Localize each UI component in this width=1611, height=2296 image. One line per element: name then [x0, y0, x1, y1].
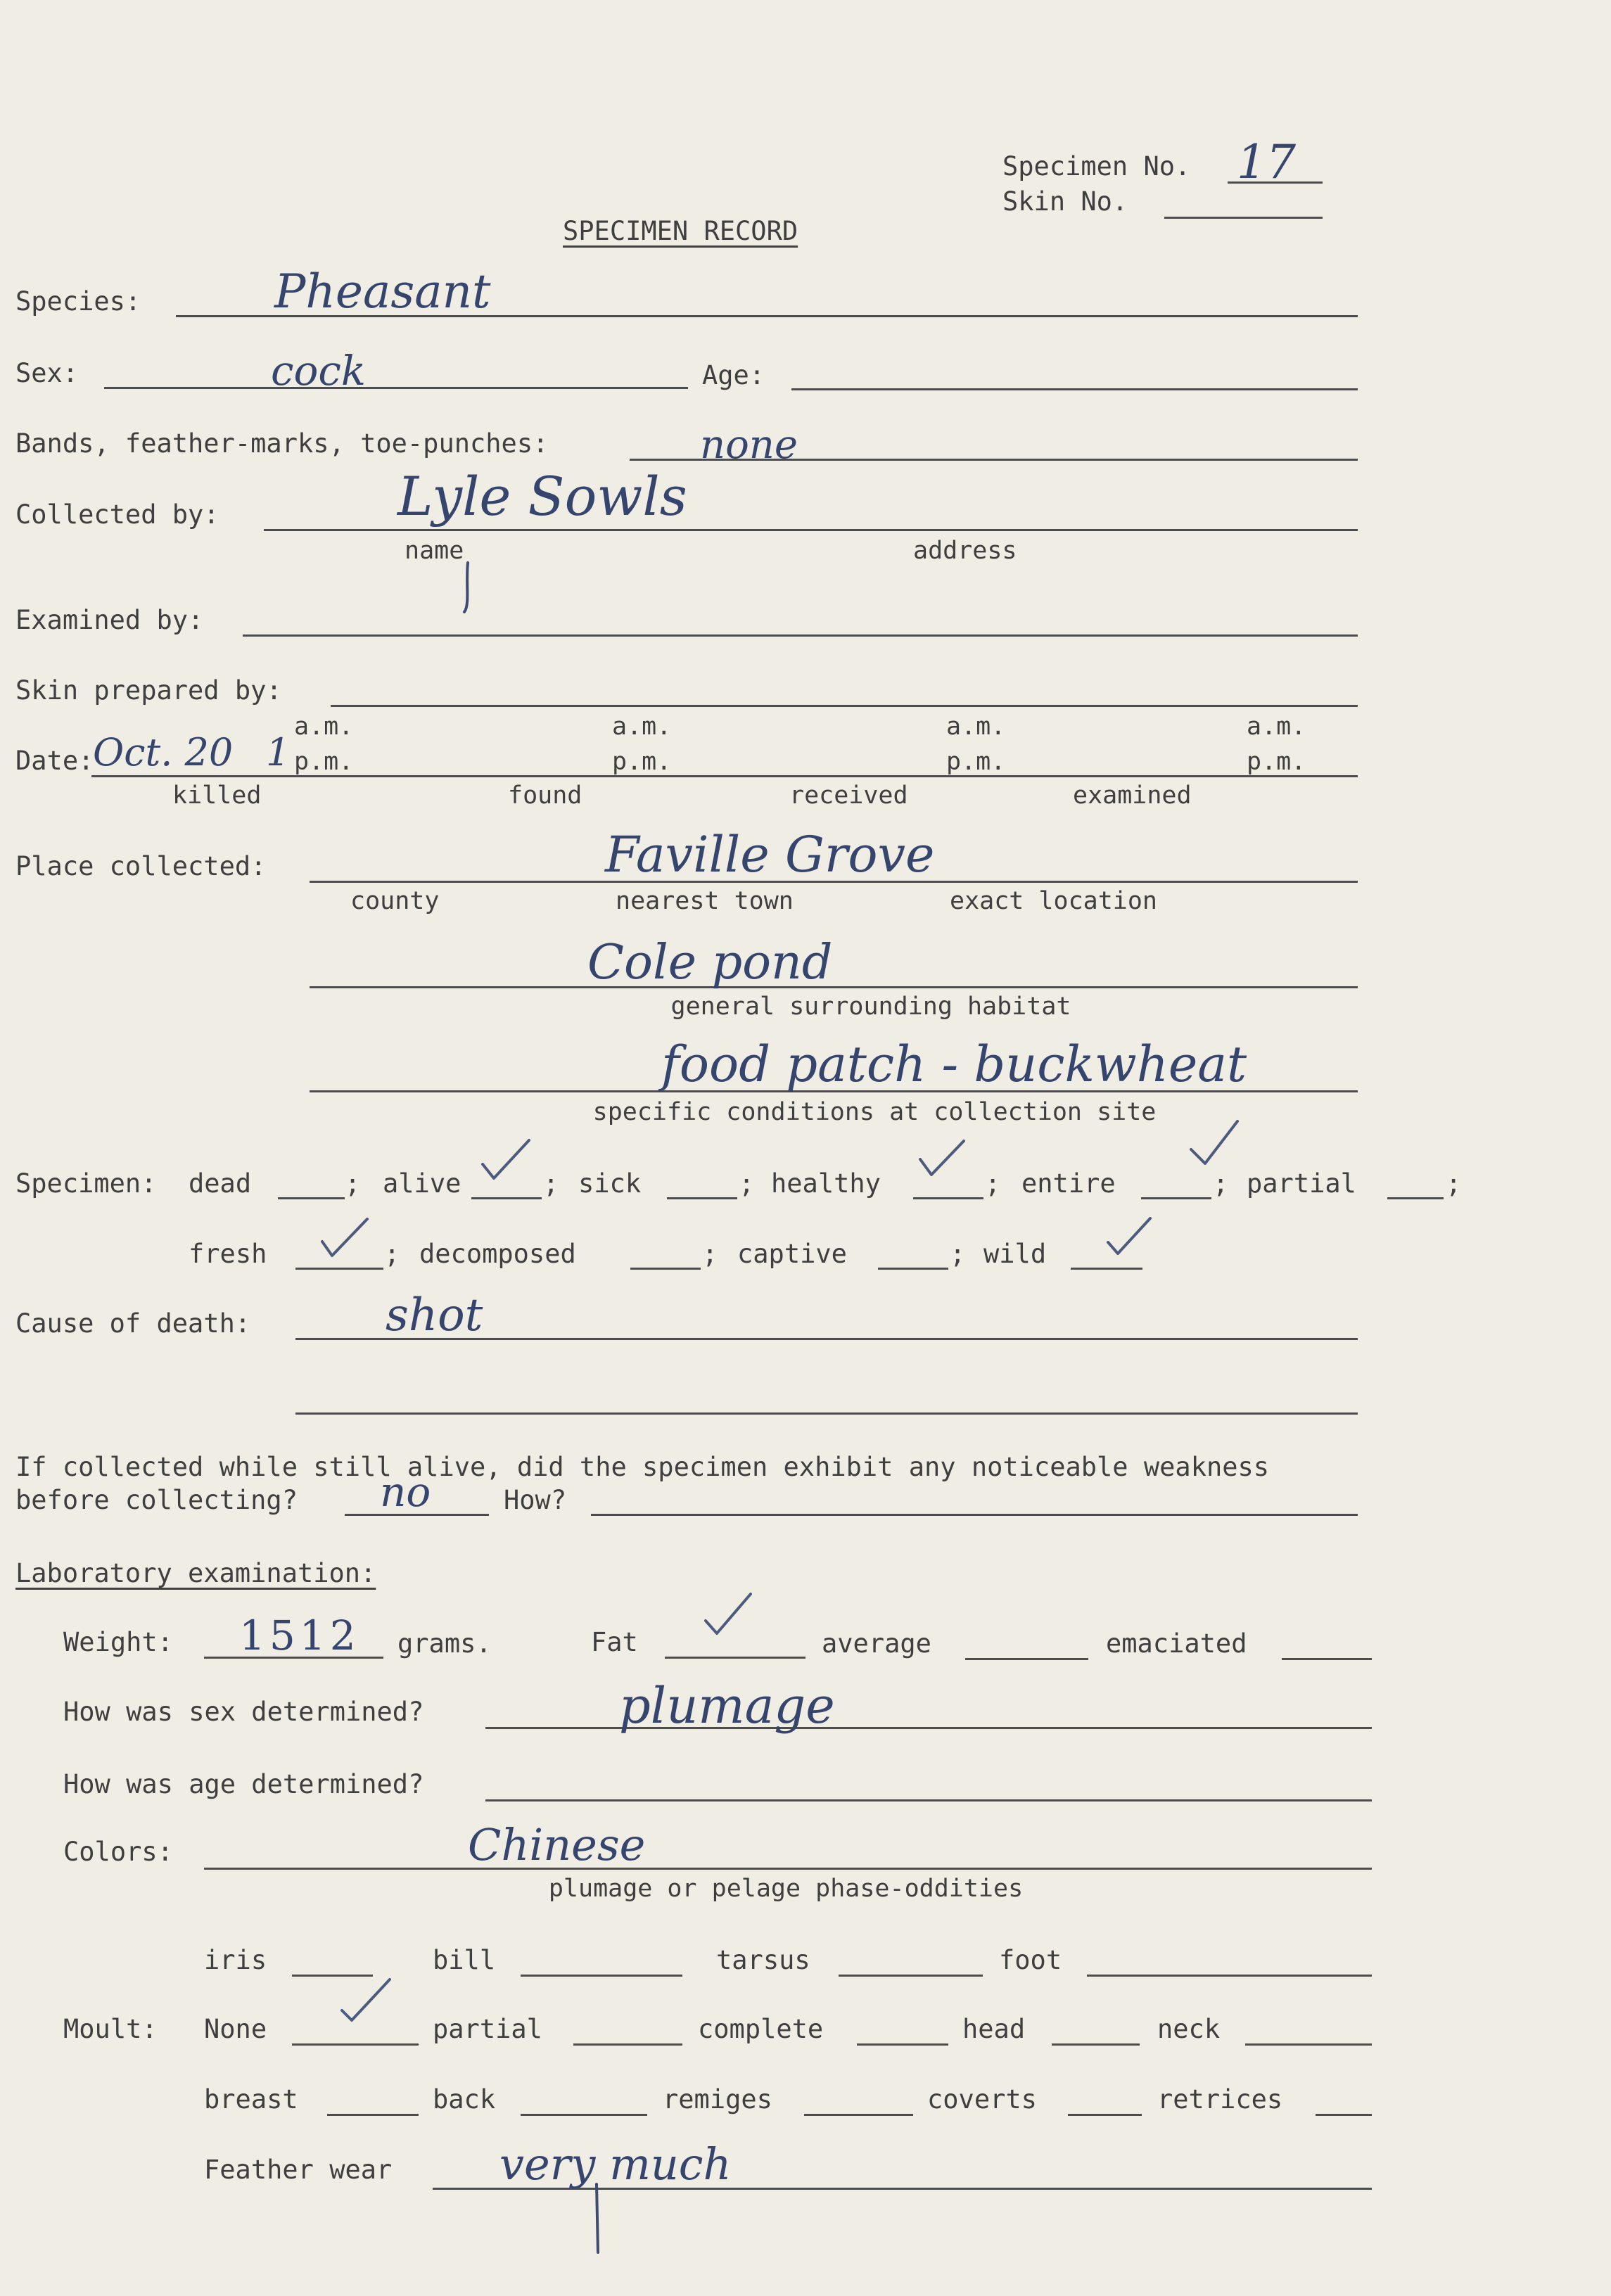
breast-label: breast — [204, 2084, 298, 2115]
skin-prepared-label: Skin prepared by: — [15, 675, 282, 706]
date-extra: 1 — [266, 730, 291, 774]
tarsus-label: tarsus — [716, 1945, 810, 1975]
weakness-question-1: If collected while still alive, did the specimen exhibit any noticeable weakness — [15, 1452, 1270, 1482]
am-received: a.m. — [946, 713, 1006, 741]
cause-label: Cause of death: — [15, 1308, 251, 1339]
specimen-condition-label: Specimen: — [15, 1168, 157, 1199]
feather-wear-label: Feather wear — [204, 2155, 393, 2185]
habitat-caption: general surrounding habitat — [670, 993, 1071, 1021]
lab-heading: Laboratory examination: — [15, 1558, 376, 1588]
date-value: Oct. 20 — [93, 730, 234, 774]
grams-label: grams. — [397, 1628, 492, 1659]
bands-value: none — [700, 422, 798, 468]
entire-label: entire — [1021, 1168, 1116, 1199]
bill-label: bill — [433, 1945, 496, 1975]
pm-found: p.m. — [612, 748, 672, 776]
captive-label: captive — [737, 1239, 847, 1269]
foot-label: foot — [999, 1945, 1062, 1975]
alive-label: alive — [383, 1168, 461, 1199]
weakness-answer: no — [380, 1468, 431, 1516]
collected-by-value: Lyle Sowls — [397, 465, 687, 528]
collected-by-label: Collected by: — [15, 499, 219, 530]
sex-value: cock — [271, 347, 367, 395]
weight-label: Weight: — [63, 1627, 173, 1657]
age-determined-label: How was age determined? — [63, 1769, 424, 1799]
wild-label: wild — [983, 1239, 1047, 1269]
place-label: Place collected: — [15, 851, 267, 881]
remiges-label: remiges — [663, 2084, 772, 2115]
sick-label: sick — [578, 1168, 642, 1199]
exact-location-caption: exact location — [950, 887, 1158, 915]
moult-none-label: None — [204, 2014, 267, 2044]
cause-value: shot — [386, 1289, 483, 1341]
average-label: average — [822, 1628, 931, 1659]
pm-examined: p.m. — [1247, 748, 1306, 776]
species-label: Species: — [15, 286, 141, 317]
colors-label: Colors: — [63, 1837, 173, 1867]
fat-label: Fat — [591, 1627, 638, 1657]
decomposed-label: decomposed — [419, 1239, 576, 1269]
feather-wear-value: very much — [499, 2138, 732, 2190]
bands-label: Bands, feather-marks, toe-punches: — [15, 428, 549, 459]
coverts-label: coverts — [927, 2084, 1037, 2115]
specimen-no-label: Specimen No. — [1002, 151, 1191, 181]
plumage-caption: plumage or pelage phase-oddities — [548, 1875, 1024, 1903]
site-caption: specific conditions at collection site — [592, 1098, 1157, 1126]
moult-neck-label: neck — [1157, 2014, 1221, 2044]
dead-label: dead — [189, 1168, 252, 1199]
nearest-town-caption: nearest town — [616, 887, 794, 915]
sex-determined-value: plumage — [619, 1677, 835, 1735]
pm-killed: p.m. — [294, 748, 354, 776]
sex-label: Sex: — [15, 358, 79, 388]
examined-caption: examined — [1073, 782, 1192, 810]
fresh-label: fresh — [189, 1239, 267, 1269]
address-caption: address — [913, 537, 1017, 565]
specimen-record-sheet: Specimen No. 17 Skin No. SPECIMEN RECORD Species: Pheasant Sex: cock Age: Bands, feather-marks, toe-punches: none Collected by: Lyle Sowls name address Examined by: Skin prepared by: a.m. a.m. a.m. a.m. Date: Oct. 20 1 p.m. p.m. p.m. p.m. killed found received examined Place collected: Faville Grove county nearest town exact location Cole pond general surrounding habitat food patch - buckwheat specific conditions at collection site Specimen: dead ; alive ; sick ; healthy ; entire ; partial ; fresh ; decomposed ; captive ; wild Cause of death: shot If collected while still alive, did the specimen exhibit any noticeable weakness before collecting? no How? Laboratory examination: Weight: 1512 grams. Fat average emaciated How was sex determined? plumage How was age determined? Colors: Chinese plumage or pelage phase-oddities iris bill tarsus foot Moult: None partial complete head neck breast back remiges coverts retrices Feather wear very much — [0, 0, 1611, 2296]
age-label: Age: — [702, 360, 765, 390]
am-examined: a.m. — [1247, 713, 1306, 741]
county-caption: county — [350, 887, 440, 915]
sex-determined-label: How was sex determined? — [63, 1697, 424, 1727]
am-killed: a.m. — [294, 713, 354, 741]
habitat-value: Cole pond — [587, 935, 833, 990]
moult-complete-label: complete — [698, 2014, 824, 2044]
date-label: Date: — [15, 746, 94, 776]
specimen-no-value: 17 — [1237, 135, 1296, 189]
am-found: a.m. — [612, 713, 672, 741]
name-caption: name — [405, 537, 464, 565]
iris-label: iris — [204, 1945, 267, 1975]
healthy-label: healthy — [771, 1168, 881, 1199]
colors-value: Chinese — [468, 1819, 646, 1870]
received-caption: received — [789, 782, 908, 810]
back-label: back — [433, 2084, 496, 2115]
emaciated-label: emaciated — [1106, 1628, 1247, 1659]
species-value: Pheasant — [274, 264, 491, 319]
retrices-label: retrices — [1157, 2084, 1283, 2115]
found-caption: found — [508, 782, 582, 810]
place-value: Faville Grove — [605, 826, 935, 884]
form-title: SPECIMEN RECORD — [563, 216, 798, 246]
pm-received: p.m. — [946, 748, 1006, 776]
moult-label: Moult: — [63, 2014, 158, 2044]
weight-value: 1512 — [239, 1612, 360, 1659]
weakness-question-2: before collecting? — [15, 1485, 298, 1515]
moult-head-label: head — [962, 2014, 1026, 2044]
partial-label: partial — [1247, 1168, 1356, 1199]
moult-partial-label: partial — [433, 2014, 542, 2044]
killed-caption: killed — [172, 782, 262, 810]
skin-no-label: Skin No. — [1002, 186, 1128, 217]
how-label: How? — [504, 1485, 567, 1515]
examined-by-label: Examined by: — [15, 605, 204, 635]
site-value: food patch - buckwheat — [661, 1035, 1247, 1093]
